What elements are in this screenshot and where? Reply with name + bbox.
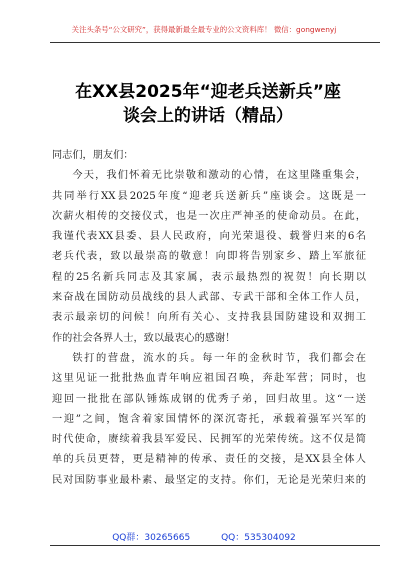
text-line: 时代使命，赓续着我县军爱民、民拥军的光荣传统。这不仅是简 — [52, 434, 366, 446]
footer-divider — [50, 545, 380, 546]
text-line: 一迎”之间，饱含着家国情怀的深沉寄托，承载着强军兴军的 — [52, 413, 366, 425]
text-line: 铁打的营盘，流水的兵。每一年的金秋时节，我们都会在 — [72, 352, 366, 364]
text-line: 次薪火相传的交接仪式，也是一次庄严神圣的使命动员。在此， — [52, 210, 366, 222]
speech-body — [52, 146, 366, 491]
text-line: 民对国防事业最朴素、最坚定的支持。你们，无论是光荣归来的 — [52, 474, 366, 486]
footer-contacts — [0, 530, 408, 543]
text-line: 老兵代表，致以最崇高的敬意！向即将告别家乡、踏上军旅征 — [52, 251, 366, 263]
title-line-2: 谈会上的讲话（精品） — [123, 106, 293, 126]
text-line: 程的25名新兵同志及其家属，表示最热烈的祝贺！向长期以 — [52, 271, 366, 283]
text-line: 今天，我们怀着无比崇敬和激动的心情，在这里隆重集会， — [72, 170, 366, 182]
document-title — [40, 80, 376, 128]
text-line: 作的社会各界人士，致以最衷心的感谢！ — [52, 332, 236, 344]
text-line: 我谨代表XX县委、县人民政府，向光荣退役、载誉归来的6名 — [52, 231, 366, 243]
text-line: 共同举行XX县2025年度“迎老兵送新兵”座谈会。这既是一 — [52, 190, 366, 202]
text-line: 这里见证一批批热血青年响应祖国召唤，奔赴军营；同时，也 — [52, 373, 366, 385]
qq-number: QQ：535304092 — [221, 533, 296, 543]
text-line: 迎回一批批在部队锤炼成钢的优秀子弟，回归故里。这“一送 — [52, 393, 366, 405]
text-line: 来奋战在国防动员战线的县人武部、专武干部和全体工作人员， — [52, 292, 366, 304]
title-line-1: 在XX县2025年“迎老兵送新兵”座 — [75, 82, 341, 102]
header-note: 关注头条号“公文研究”，获得最新最全最专业的公文资料库！ 微信：gongwenyj — [71, 25, 337, 34]
paragraph-1 — [52, 166, 366, 349]
text-line: 表示最亲切的问候！向所有关心、支持我县国防建设和双拥工 — [52, 312, 366, 324]
text-line: 单的兵员更替，更是精神的传承、责任的交接，是XX县全体人 — [52, 454, 366, 466]
salutation: 同志们，朋友们： — [52, 150, 134, 161]
qq-group-number: QQ群：30265665 — [112, 533, 191, 543]
paragraph-2 — [52, 349, 366, 491]
header-divider — [50, 42, 380, 43]
